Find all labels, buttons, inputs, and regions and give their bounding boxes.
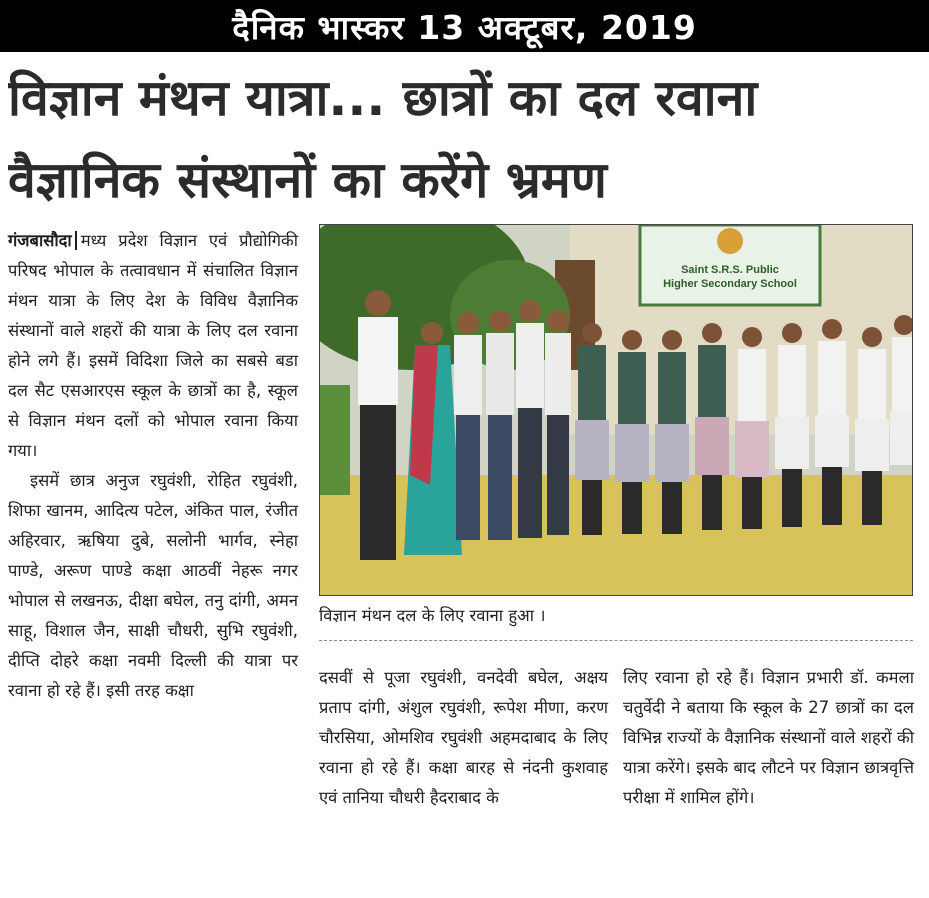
group-photo [319, 224, 913, 596]
headline-line-2: वैज्ञानिक संस्थानों का करेंगे भ्रमण [8, 151, 607, 209]
person-boy-4 [545, 310, 571, 535]
shrub [320, 385, 350, 495]
column-3-text: लिए रवाना हो रहे हैं। विज्ञान प्रभारी डॉ. कमला चतुर्वेदी ने बताया कि स्कूल के 27 छात्रों का दल विभिन्न राज्यों के वैज्ञानिक संस्थानों वाले शहरों की यात्रा करेंगे। इसके बाद लौटने पर विज्ञान छात्रवृत्ति परीक्षा में शामिल होंगे। [623, 668, 914, 807]
person-teacher [358, 290, 398, 560]
school-logo [717, 228, 743, 254]
person-boy-3 [516, 300, 544, 538]
masthead-bar [0, 0, 929, 52]
paragraph-1-text: मध्य प्रदेश विज्ञान एवं प्रौद्योगिकी परिषद भोपाल के तत्वावधान में संचालित विज्ञान मंथन यात्रा के लिए देश के विविध वैज्ञानिक संस्थानों वाले शहरों की यात्रा के लिए दल रवाना होने लगे हैं। इसमें विदिशा जिले का सबसे बडा दल सैट एसआरएस स्कूल के छात्रों का है, स्कूल से विज्ञान मंथन दलों को भोपाल रवाना किया गया। [8, 231, 298, 460]
article-column-2 [319, 663, 608, 813]
group-photo-illustration [320, 225, 913, 596]
article-column-1 [8, 226, 298, 706]
caption-divider [319, 640, 913, 641]
column-2-text: दसवीं से पूजा रघुवंशी, वनदेवी बघेल, अक्षय प्रताप दांगी, अंशुल रघुवंशी, रूपेश मीणा, करण चौरसिया, ओमशिव रघुवंशी अहमदाबाद के लिए रवाना हो रहे हैं। कक्षा बारह से नंदनी कुशवाह एवं तानिया चौधरी हैदराबाद के [319, 668, 608, 807]
person-boy-1 [454, 312, 482, 540]
sign-line-1: Saint S.R.S. Public [681, 264, 779, 276]
photo-caption: विज्ञान मंथन दल के लिए रवाना हुआ । [319, 606, 546, 625]
masthead-text: दैनिक भास्कर 13 अक्टूबर, 2019 [232, 7, 697, 47]
headline-line-1: विज्ञान मंथन यात्रा... छात्रों का दल रवाना [8, 69, 758, 127]
sign-line-2: Higher Secondary School [663, 278, 797, 290]
dateline: गंजबासौदा [8, 231, 77, 250]
paragraph-2: इसमें छात्र अनुज रघुवंशी, रोहित रघुवंशी, शिफा खानम, आदित्य पटेल, अंकित पाल, रंजीत अहिरवार, ऋषिया दुबे, सलोनी भार्गव, स्नेहा पाण्डे, अरूण पाण्डे कक्षा आठवीं नेहरू नगर भोपाल से लखनऊ, दीक्षा बघेल, तनु दांगी, अमन साहू, विशाल जैन, साक्षी चौधरी, सुभि रघुवंशी, दीप्ति दोहरे कक्षा नवमी दिल्ली की यात्रा पर रवाना हो रहे हैं। इसी तरह कक्षा [8, 471, 298, 700]
person-boy-2 [486, 310, 514, 540]
person-girl-9 [890, 315, 913, 465]
paragraph-1 [8, 226, 298, 466]
article-column-3 [623, 663, 914, 813]
